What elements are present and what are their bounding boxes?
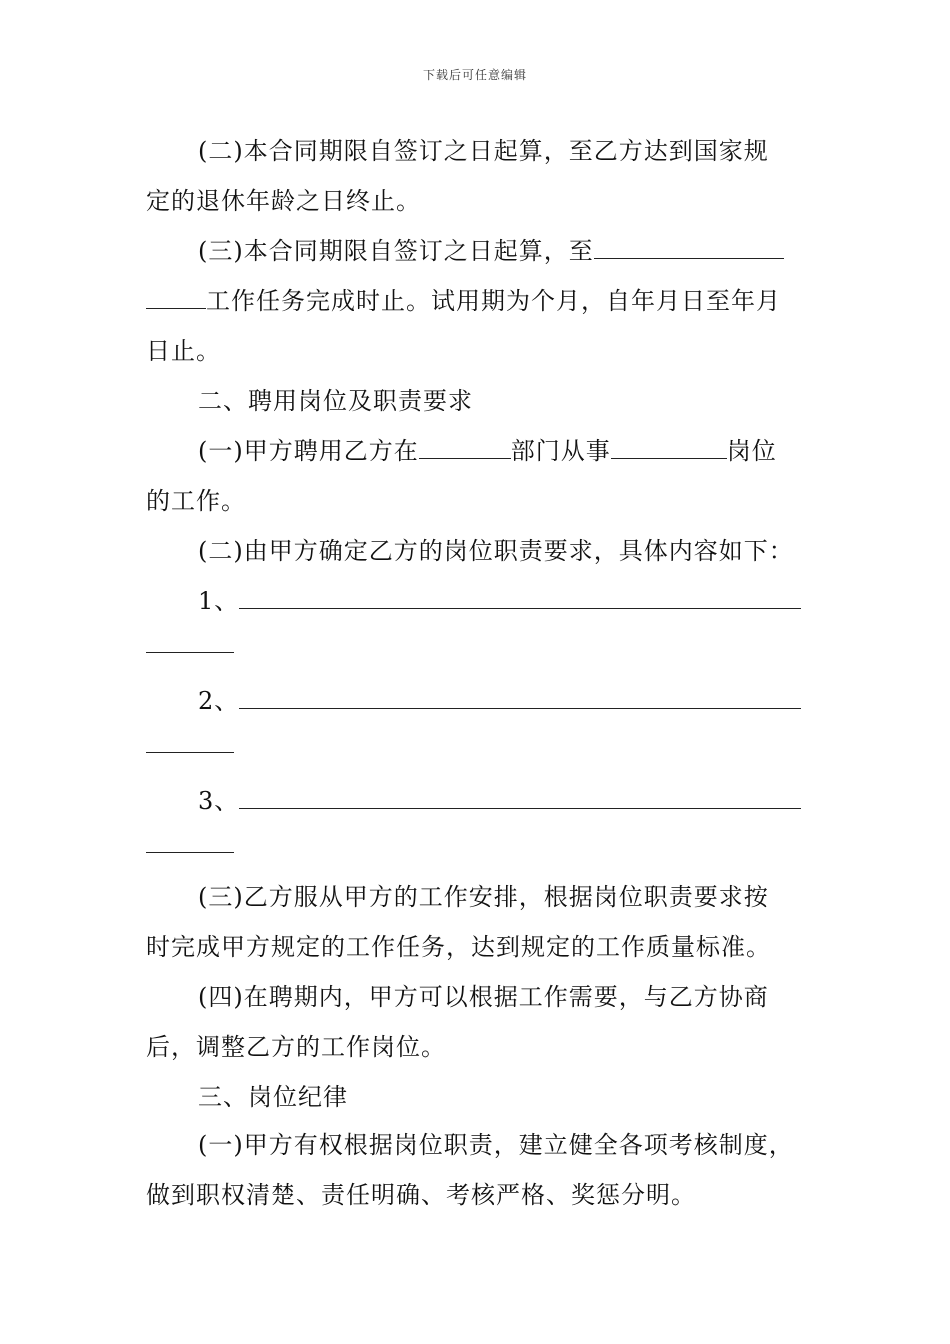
paragraph-term-3-line2 (146, 286, 781, 316)
paragraph-discipline-line1: (一)甲方有权根据岗位职责，建立健全各项考核制度， (198, 1131, 794, 1159)
paragraph-adjust-line2: 后，调整乙方的工作岗位。 (146, 1033, 446, 1061)
duty-item-3-number: 3、 (198, 787, 240, 815)
section-2-title: 二、聘用岗位及职责要求 (198, 387, 473, 415)
paragraph-term-3-line1 (198, 236, 784, 266)
fill-blank-duty-1-cont[interactable] (146, 630, 234, 653)
position-text-c: 岗位 (726, 437, 777, 465)
duty-item-2 (198, 686, 801, 716)
paragraph-obey-line1: (三)乙方服从甲方的工作安排，根据岗位职责要求按 (198, 883, 769, 911)
paragraph-term-3-line3: 日止。 (146, 337, 221, 365)
fill-blank-duty-2[interactable] (239, 686, 801, 709)
paragraph-term-2-line1: (二)本合同期限自签订之日起算，至乙方达到国家规 (198, 137, 769, 165)
position-text-a: (一)甲方聘用乙方在 (198, 437, 419, 465)
fill-blank-term-end[interactable] (594, 236, 784, 259)
duty-item-1-cont (146, 630, 234, 660)
paragraph-discipline-line2: 做到职权清楚、责任明确、考核严格、奖惩分明。 (146, 1181, 696, 1209)
paragraph-adjust-line1: (四)在聘期内，甲方可以根据工作需要，与乙方协商 (198, 983, 769, 1011)
duty-item-1-number: 1、 (198, 587, 240, 615)
header-note: 下载后可任意编辑 (422, 68, 527, 82)
fill-blank-position[interactable] (611, 436, 727, 459)
term-3-text: (三)本合同期限自签订之日起算，至 (198, 237, 594, 265)
paragraph-term-2-line2: 定的退休年龄之日终止。 (146, 187, 421, 215)
term-3-text-2: 工作任务完成时止。试用期为个月，自年月日至年月 (206, 287, 781, 315)
position-text-b: 部门从事 (510, 437, 611, 465)
fill-blank-term-end-cont[interactable] (146, 286, 206, 309)
duty-item-1 (198, 586, 801, 616)
paragraph-obey-line2: 时完成甲方规定的工作任务，达到规定的工作质量标准。 (146, 933, 771, 961)
duty-item-3 (198, 786, 801, 816)
fill-blank-department[interactable] (419, 436, 511, 459)
section-3-title: 三、岗位纪律 (198, 1083, 348, 1111)
fill-blank-duty-1[interactable] (239, 586, 801, 609)
fill-blank-duty-3[interactable] (239, 786, 801, 809)
fill-blank-duty-2-cont[interactable] (146, 730, 234, 753)
paragraph-position-line1 (198, 436, 777, 466)
fill-blank-duty-3-cont[interactable] (146, 830, 234, 853)
duty-item-3-cont (146, 830, 234, 860)
paragraph-duties-intro: (二)由甲方确定乙方的岗位职责要求，具体内容如下： (198, 537, 794, 565)
duty-item-2-number: 2、 (198, 687, 240, 715)
paragraph-position-line2: 的工作。 (146, 487, 246, 515)
duty-item-2-cont (146, 730, 234, 760)
